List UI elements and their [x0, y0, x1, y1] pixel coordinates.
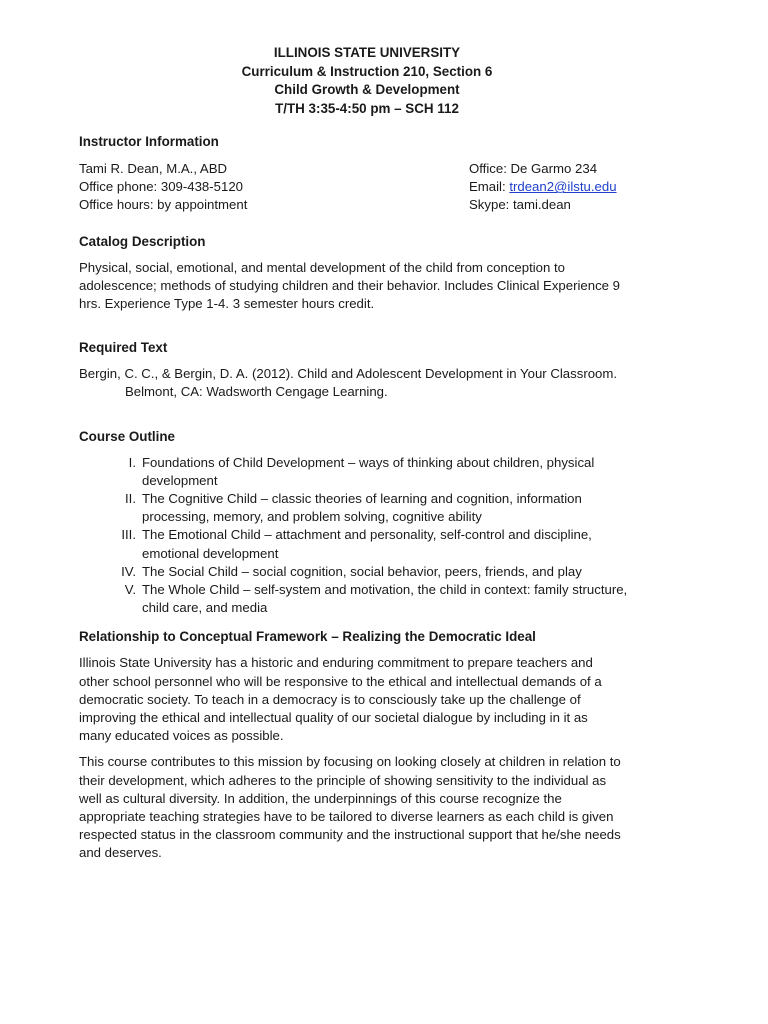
outline-item — [79, 581, 659, 617]
outline-text: child care, and media — [142, 600, 268, 616]
framework-heading: Relationship to Conceptual Framework – Realizing the Democratic Ideal — [79, 629, 536, 645]
university-name: ILLINOIS STATE UNIVERSITY — [273, 45, 461, 60]
catalog-heading: Catalog Description — [79, 233, 206, 249]
outline-text: The Emotional Child – attachment and personality, self-control and discipline, — [142, 527, 592, 543]
outline-item — [79, 563, 659, 581]
outline-text: The Social Child – social cognition, social behavior, peers, friends, and play — [142, 563, 582, 579]
outline-text: processing, memory, and problem solving, cognitive ability — [142, 509, 482, 525]
course-number: Curriculum & Instruction 210, Section 6 — [241, 63, 493, 79]
outline-text: The Cognitive Child – classic theories of learning and cognition, information — [142, 491, 582, 507]
paragraph-line: their development, which adheres to the principle of showing sensitivity to the individual as — [79, 772, 607, 788]
email-link[interactable]: trdean2@ilstu.edu — [509, 179, 617, 195]
outline-item — [79, 526, 659, 562]
instructor-heading: Instructor Information — [79, 134, 219, 149]
outline-text: development — [142, 472, 218, 488]
required-text-heading: Required Text — [79, 340, 168, 356]
instructor-skype: Skype: tami.dean — [469, 197, 571, 213]
outline-number: III. — [121, 527, 136, 543]
paragraph-line: This course contributes to this mission by focusing on looking closely at children in relation to — [79, 754, 621, 770]
paragraph-line: improving the ethical and intellectual quality of our societal dialogue by including in it as — [79, 710, 588, 726]
paragraph-line: many educated voices as possible. — [79, 728, 284, 744]
outline-number: I. — [128, 454, 136, 470]
paragraph-line: and deserves. — [79, 845, 162, 861]
outline-text: The Whole Child – self-system and motivation, the child in context: family structure, — [142, 582, 628, 598]
framework-paragraph-1 — [79, 654, 659, 745]
paragraph-line: Illinois State University has a historic and enduring commitment to prepare teachers and — [79, 655, 593, 671]
instructor-phone: Office phone: 309-438-5120 — [79, 179, 243, 195]
catalog-description — [79, 259, 659, 314]
outline-number: IV. — [121, 563, 136, 579]
citation-line: Belmont, CA: Wadsworth Cengage Learning. — [125, 384, 388, 400]
outline-heading: Course Outline — [79, 428, 175, 444]
paragraph-line: appropriate teaching strategies have to be tailored to diverse learners as each child is given — [79, 809, 614, 825]
instructor-name: Tami R. Dean, M.A., ABD — [79, 161, 228, 176]
required-text-citation — [79, 365, 659, 401]
document-header — [79, 44, 655, 118]
outline-item — [79, 454, 659, 490]
catalog-line: adolescence; methods of studying children and their behavior. Includes Clinical Experience 9 — [79, 277, 621, 293]
course-title: Child Growth & Development — [274, 82, 460, 97]
course-outline-list — [79, 454, 659, 618]
framework-paragraph-2 — [79, 753, 659, 862]
outline-item — [79, 490, 659, 526]
catalog-line: Physical, social, emotional, and mental development of the child from conception to — [79, 259, 566, 275]
instructor-email-row — [469, 178, 659, 196]
catalog-line: hrs. Experience Type 1-4. 3 semester hours credit. — [79, 296, 375, 312]
paragraph-line: democratic society. To teach in a democracy is to consciously take up the challenge of — [79, 691, 581, 707]
paragraph-line: other school personnel who will be responsive to the ethical and intellectual demands of a — [79, 673, 602, 689]
email-label: Email: — [469, 179, 510, 195]
instructor-hours: Office hours: by appointment — [79, 197, 248, 213]
paragraph-line: well as cultural diversity. In addition, the underpinnings of this course recognize the — [79, 790, 562, 806]
course-schedule: T/TH 3:35-4:50 pm – SCH 112 — [275, 100, 459, 116]
citation-line: Bergin, C. C., & Bergin, D. A. (2012). Child and Adolescent Development in Your Classroom. — [79, 366, 618, 382]
outline-number: V. — [124, 582, 136, 598]
instructor-info — [79, 160, 659, 215]
outline-text: Foundations of Child Development – ways of thinking about children, physical — [142, 454, 595, 470]
syllabus-page — [79, 44, 659, 863]
paragraph-line: respected status in the classroom community and the instructional support that he/she needs — [79, 827, 621, 843]
instructor-office: Office: De Garmo 234 — [469, 161, 598, 176]
outline-text: emotional development — [142, 545, 279, 561]
outline-number: II. — [125, 491, 136, 507]
